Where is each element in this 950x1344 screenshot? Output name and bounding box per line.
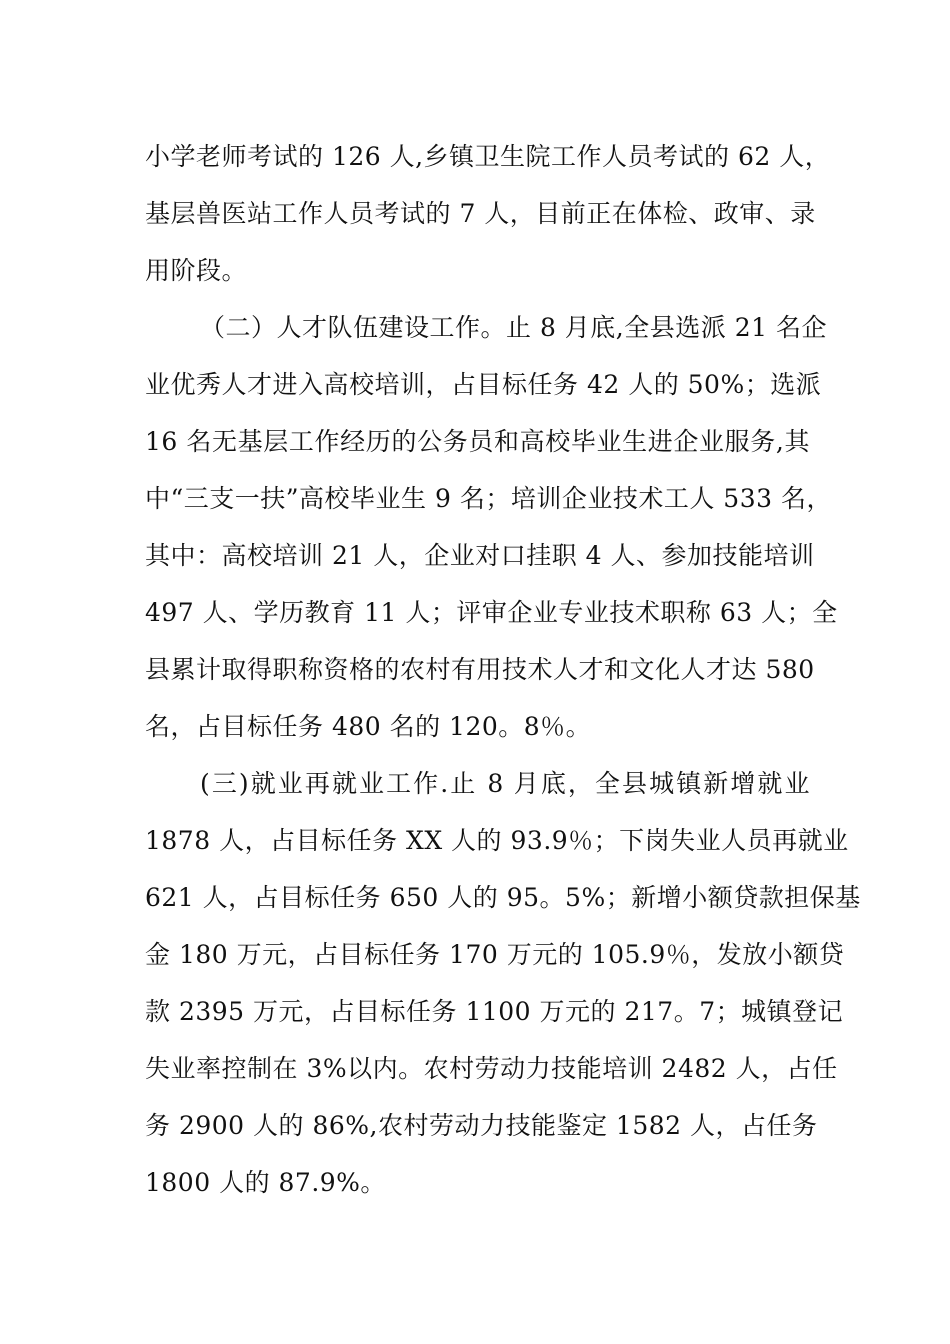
text-line: 1800 人的 87.9%。	[145, 1168, 386, 1197]
text-line: 小学老师考试的 126 人,乡镇卫生院工作人员考试的 62 人，	[145, 142, 831, 171]
text-line: 名，占目标任务 480 名的 120。8％。	[145, 712, 592, 741]
text-line: 中“三支一扶”高校毕业生 9 名；培训企业技术工人 533 名，	[145, 484, 832, 513]
text-line: 16 名无基层工作经历的公务员和高校毕业生进企业服务,其	[145, 427, 810, 456]
text-line: 基层兽医站工作人员考试的 7 人，目前正在体检、政审、录	[145, 199, 816, 228]
text-line: 业优秀人才进入高校培训，占目标任务 42 人的 50%；选派	[145, 370, 822, 399]
text-line: 务 2900 人的 86%,农村劳动力技能鉴定 1582 人，占任务	[145, 1111, 818, 1140]
document-body	[145, 128, 861, 1211]
text-line: 其中：高校培训 21 人，企业对口挂职 4 人、参加技能培训	[145, 541, 815, 570]
text-line: 失业率控制在 3%以内。农村劳动力技能培训 2482 人，占任	[145, 1054, 838, 1083]
text-line: 用阶段。	[145, 256, 248, 285]
text-line: (三)就业再就业工作.止 8 月底，全县城镇新增就业	[200, 769, 810, 798]
text-line: （二）人才队伍建设工作。止 8 月底,全县选派 21 名企	[200, 313, 827, 342]
text-line: 621 人，占目标任务 650 人的 95。5%；新增小额贷款担保基	[145, 883, 861, 912]
text-line: 款 2395 万元，占目标任务 1100 万元的 217。7；城镇登记	[145, 997, 844, 1026]
text-line: 金 180 万元，占目标任务 170 万元的 105.9％，发放小额贷	[145, 940, 845, 969]
text-line: 1878 人，占目标任务 XX 人的 93.9％；下岗失业人员再就业	[145, 826, 849, 855]
text-line: 497 人、学历教育 11 人；评审企业专业技术职称 63 人；全	[145, 598, 838, 627]
text-line: 县累计取得职称资格的农村有用技术人才和文化人才达 580	[145, 655, 815, 684]
